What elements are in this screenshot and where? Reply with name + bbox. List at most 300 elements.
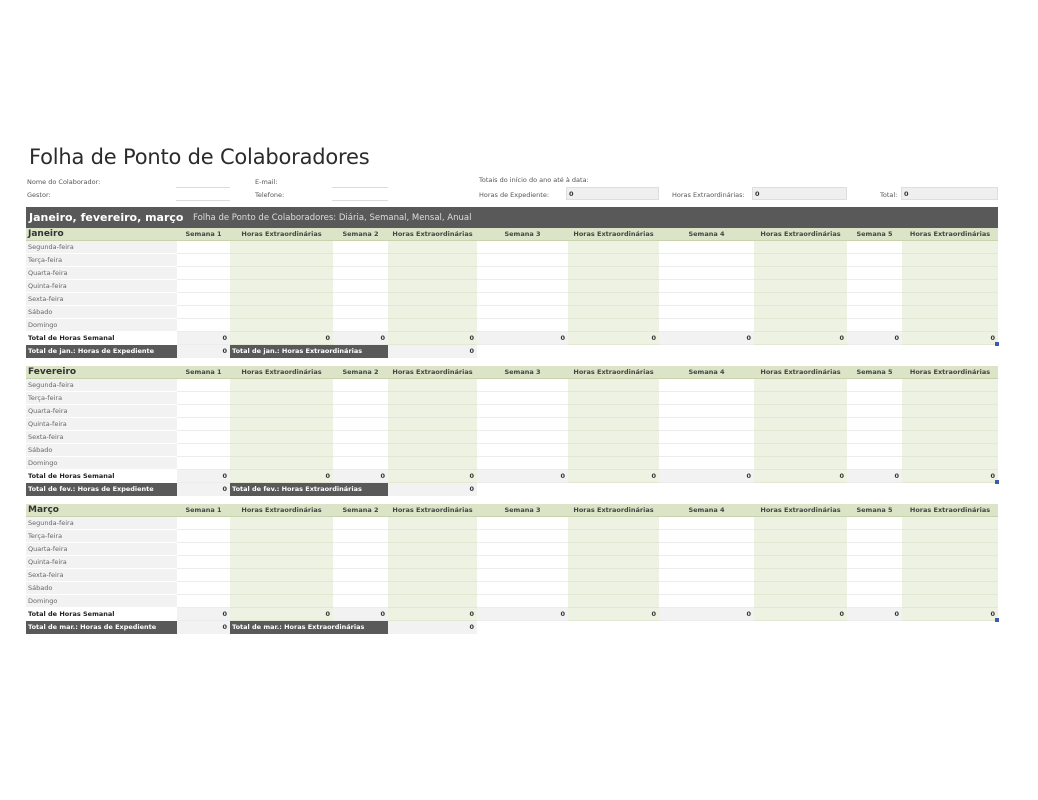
hours-input-cell[interactable] (847, 595, 902, 608)
column-header: Semana 4 (659, 228, 754, 241)
hours-input-cell[interactable] (177, 293, 230, 306)
hours-input-cell[interactable] (847, 569, 902, 582)
hours-input-cell[interactable] (388, 293, 477, 306)
hours-input-cell[interactable] (333, 379, 388, 392)
hours-input-cell[interactable] (754, 241, 847, 254)
hours-input-cell[interactable] (754, 254, 847, 267)
hours-input-cell[interactable] (568, 293, 659, 306)
weekly-total-value: 0 (388, 332, 477, 345)
hours-input-cell[interactable] (177, 254, 230, 267)
day-row (26, 431, 998, 444)
cell-fill-handle[interactable] (995, 342, 999, 346)
day-label: Domingo (26, 457, 177, 470)
weekly-total-value: 0 (388, 470, 477, 483)
hours-input-cell[interactable] (659, 517, 754, 530)
day-row (26, 517, 998, 530)
weekly-total-value: 0 (902, 608, 998, 621)
hours-input-cell[interactable] (568, 457, 659, 470)
weekly-total-value: 0 (754, 332, 847, 345)
hours-input-cell[interactable] (659, 379, 754, 392)
hours-input-cell[interactable] (177, 530, 230, 543)
column-header: Horas Extraordinárias (388, 504, 477, 517)
employee-name-label: Nome do Colaborador: (27, 178, 101, 186)
ytd-regular-value: 0 (566, 187, 659, 200)
hours-input-cell[interactable] (477, 267, 568, 280)
hours-input-cell[interactable] (388, 254, 477, 267)
hours-input-cell[interactable] (754, 457, 847, 470)
hours-input-cell[interactable] (847, 556, 902, 569)
hours-input-cell[interactable] (568, 405, 659, 418)
hours-input-cell[interactable] (333, 306, 388, 319)
hours-input-cell[interactable] (230, 392, 333, 405)
day-label: Quinta-feira (26, 280, 177, 293)
hours-input-cell[interactable] (847, 431, 902, 444)
day-label: Domingo (26, 319, 177, 332)
day-row (26, 241, 998, 254)
hours-input-cell[interactable] (230, 306, 333, 319)
hours-input-cell[interactable] (754, 379, 847, 392)
hours-input-cell[interactable] (477, 379, 568, 392)
hours-input-cell[interactable] (177, 280, 230, 293)
hours-input-cell[interactable] (659, 405, 754, 418)
hours-input-cell[interactable] (177, 392, 230, 405)
day-label: Terça-feira (26, 392, 177, 405)
hours-input-cell[interactable] (230, 582, 333, 595)
month-header-row (26, 228, 998, 241)
hours-input-cell[interactable] (902, 405, 998, 418)
hours-input-cell[interactable] (333, 556, 388, 569)
hours-input-cell[interactable] (902, 319, 998, 332)
hours-input-cell[interactable] (568, 569, 659, 582)
hours-input-cell[interactable] (477, 595, 568, 608)
hours-input-cell[interactable] (659, 319, 754, 332)
hours-input-cell[interactable] (477, 280, 568, 293)
hours-input-cell[interactable] (754, 405, 847, 418)
weekly-total-value: 0 (333, 470, 388, 483)
hours-input-cell[interactable] (388, 306, 477, 319)
cell-fill-handle[interactable] (995, 618, 999, 622)
hours-input-cell[interactable] (477, 405, 568, 418)
weekly-total-value: 0 (568, 332, 659, 345)
hours-input-cell[interactable] (847, 280, 902, 293)
hours-input-cell[interactable] (659, 582, 754, 595)
hours-input-cell[interactable] (477, 457, 568, 470)
hours-input-cell[interactable] (568, 517, 659, 530)
column-header: Horas Extraordinárias (388, 366, 477, 379)
hours-input-cell[interactable] (902, 392, 998, 405)
hours-input-cell[interactable] (388, 319, 477, 332)
column-header: Semana 2 (333, 228, 388, 241)
hours-input-cell[interactable] (177, 595, 230, 608)
hours-input-cell[interactable] (230, 267, 333, 280)
hours-input-cell[interactable] (847, 444, 902, 457)
hours-input-cell[interactable] (754, 543, 847, 556)
hours-input-cell[interactable] (902, 595, 998, 608)
hours-input-cell[interactable] (177, 444, 230, 457)
hours-input-cell[interactable] (477, 254, 568, 267)
hours-input-cell[interactable] (659, 293, 754, 306)
hours-input-cell[interactable] (902, 418, 998, 431)
hours-input-cell[interactable] (388, 595, 477, 608)
hours-input-cell[interactable] (477, 444, 568, 457)
phone-field[interactable] (332, 200, 388, 201)
weekly-total-value: 0 (333, 608, 388, 621)
overtime-total-label: Total de jan.: Horas Extraordinárias (230, 345, 388, 358)
hours-input-cell[interactable] (659, 457, 754, 470)
weekly-total-value: 0 (177, 470, 230, 483)
weekly-total-value: 0 (177, 608, 230, 621)
hours-input-cell[interactable] (847, 392, 902, 405)
day-row (26, 319, 998, 332)
month-header-row (26, 366, 998, 379)
hours-input-cell[interactable] (230, 444, 333, 457)
hours-input-cell[interactable] (754, 530, 847, 543)
hours-input-cell[interactable] (333, 293, 388, 306)
hours-input-cell[interactable] (568, 254, 659, 267)
hours-input-cell[interactable] (754, 431, 847, 444)
hours-input-cell[interactable] (388, 418, 477, 431)
month-name: Março (26, 504, 177, 517)
hours-input-cell[interactable] (902, 556, 998, 569)
weekly-total-value: 0 (477, 470, 568, 483)
hours-input-cell[interactable] (659, 241, 754, 254)
hours-input-cell[interactable] (230, 595, 333, 608)
column-header: Semana 5 (847, 228, 902, 241)
weekly-total-value: 0 (754, 608, 847, 621)
hours-input-cell[interactable] (847, 517, 902, 530)
hours-input-cell[interactable] (659, 431, 754, 444)
hours-input-cell[interactable] (754, 569, 847, 582)
hours-input-cell[interactable] (388, 517, 477, 530)
hours-input-cell[interactable] (333, 543, 388, 556)
hours-input-cell[interactable] (477, 556, 568, 569)
hours-input-cell[interactable] (177, 582, 230, 595)
hours-input-cell[interactable] (333, 241, 388, 254)
column-header: Semana 1 (177, 228, 230, 241)
hours-input-cell[interactable] (477, 293, 568, 306)
hours-input-cell[interactable] (659, 280, 754, 293)
hours-input-cell[interactable] (333, 319, 388, 332)
hours-input-cell[interactable] (847, 267, 902, 280)
hours-input-cell[interactable] (568, 392, 659, 405)
hours-input-cell[interactable] (333, 392, 388, 405)
hours-input-cell[interactable] (477, 306, 568, 319)
hours-input-cell[interactable] (754, 582, 847, 595)
hours-input-cell[interactable] (902, 517, 998, 530)
day-row (26, 582, 998, 595)
hours-input-cell[interactable] (477, 582, 568, 595)
hours-input-cell[interactable] (230, 241, 333, 254)
hours-input-cell[interactable] (477, 517, 568, 530)
hours-input-cell[interactable] (902, 241, 998, 254)
hours-input-cell[interactable] (230, 543, 333, 556)
hours-input-cell[interactable] (177, 418, 230, 431)
hours-input-cell[interactable] (230, 530, 333, 543)
hours-input-cell[interactable] (177, 517, 230, 530)
hours-input-cell[interactable] (477, 241, 568, 254)
hours-input-cell[interactable] (388, 405, 477, 418)
hours-input-cell[interactable] (568, 543, 659, 556)
hours-input-cell[interactable] (568, 431, 659, 444)
ytd-total-value: 0 (901, 187, 998, 200)
hours-input-cell[interactable] (902, 530, 998, 543)
hours-input-cell[interactable] (177, 405, 230, 418)
weekly-total-value: 0 (388, 608, 477, 621)
hours-input-cell[interactable] (902, 306, 998, 319)
hours-input-cell[interactable] (902, 444, 998, 457)
hours-input-cell[interactable] (230, 569, 333, 582)
day-label: Sexta-feira (26, 569, 177, 582)
hours-input-cell[interactable] (333, 254, 388, 267)
hours-input-cell[interactable] (388, 379, 477, 392)
hours-input-cell[interactable] (177, 319, 230, 332)
hours-input-cell[interactable] (388, 569, 477, 582)
hours-input-cell[interactable] (177, 543, 230, 556)
hours-input-cell[interactable] (230, 431, 333, 444)
column-header: Semana 3 (477, 504, 568, 517)
employee-name-field[interactable] (176, 187, 230, 188)
month-name: Fevereiro (26, 366, 177, 379)
hours-input-cell[interactable] (847, 582, 902, 595)
hours-input-cell[interactable] (388, 392, 477, 405)
hours-input-cell[interactable] (230, 319, 333, 332)
hours-input-cell[interactable] (477, 569, 568, 582)
hours-input-cell[interactable] (388, 556, 477, 569)
hours-input-cell[interactable] (568, 530, 659, 543)
hours-input-cell[interactable] (230, 280, 333, 293)
hours-input-cell[interactable] (230, 457, 333, 470)
hours-input-cell[interactable] (568, 306, 659, 319)
hours-input-cell[interactable] (568, 280, 659, 293)
column-header: Semana 1 (177, 366, 230, 379)
hours-input-cell[interactable] (333, 444, 388, 457)
hours-input-cell[interactable] (177, 379, 230, 392)
hours-input-cell[interactable] (659, 254, 754, 267)
weekly-total-label: Total de Horas Semanal (26, 608, 177, 621)
weekly-total-row (26, 332, 998, 345)
hours-input-cell[interactable] (333, 280, 388, 293)
hours-input-cell[interactable] (659, 543, 754, 556)
hours-input-cell[interactable] (568, 444, 659, 457)
hours-input-cell[interactable] (568, 379, 659, 392)
hours-input-cell[interactable] (568, 556, 659, 569)
hours-input-cell[interactable] (902, 280, 998, 293)
hours-input-cell[interactable] (333, 595, 388, 608)
hours-input-cell[interactable] (177, 431, 230, 444)
hours-input-cell[interactable] (847, 241, 902, 254)
hours-input-cell[interactable] (847, 379, 902, 392)
month-header-row (26, 504, 998, 517)
weekly-total-value: 0 (477, 332, 568, 345)
hours-input-cell[interactable] (754, 444, 847, 457)
hours-input-cell[interactable] (333, 405, 388, 418)
column-header: Horas Extraordinárias (902, 366, 998, 379)
column-header: Horas Extraordinárias (568, 366, 659, 379)
overtime-total-value: 0 (388, 621, 477, 634)
day-row (26, 543, 998, 556)
hours-input-cell[interactable] (388, 582, 477, 595)
regular-total-label: Total de fev.: Horas de Expediente (26, 483, 177, 496)
day-label: Terça-feira (26, 254, 177, 267)
hours-input-cell[interactable] (754, 267, 847, 280)
weekly-total-label: Total de Horas Semanal (26, 470, 177, 483)
hours-input-cell[interactable] (477, 530, 568, 543)
ytd-overtime-value: 0 (752, 187, 847, 200)
day-label: Segunda-feira (26, 379, 177, 392)
hours-input-cell[interactable] (333, 582, 388, 595)
cell-fill-handle[interactable] (995, 480, 999, 484)
month-name: Janeiro (26, 228, 177, 241)
hours-input-cell[interactable] (659, 556, 754, 569)
hours-input-cell[interactable] (659, 418, 754, 431)
phone-label: Telefone: (255, 191, 285, 199)
hours-input-cell[interactable] (333, 530, 388, 543)
day-row (26, 306, 998, 319)
hours-input-cell[interactable] (388, 267, 477, 280)
column-header: Semana 4 (659, 504, 754, 517)
hours-input-cell[interactable] (568, 418, 659, 431)
day-label: Domingo (26, 595, 177, 608)
column-header: Horas Extraordinárias (902, 504, 998, 517)
hours-input-cell[interactable] (568, 241, 659, 254)
weekly-total-value: 0 (659, 608, 754, 621)
hours-input-cell[interactable] (902, 582, 998, 595)
hours-input-cell[interactable] (477, 543, 568, 556)
hours-input-cell[interactable] (230, 405, 333, 418)
column-header: Horas Extraordinárias (754, 504, 847, 517)
day-label: Terça-feira (26, 530, 177, 543)
hours-input-cell[interactable] (477, 392, 568, 405)
hours-input-cell[interactable] (754, 280, 847, 293)
hours-input-cell[interactable] (847, 457, 902, 470)
day-row (26, 595, 998, 608)
hours-input-cell[interactable] (847, 293, 902, 306)
hours-input-cell[interactable] (659, 267, 754, 280)
hours-input-cell[interactable] (847, 418, 902, 431)
column-header: Semana 3 (477, 228, 568, 241)
hours-input-cell[interactable] (177, 306, 230, 319)
hours-input-cell[interactable] (659, 306, 754, 319)
hours-input-cell[interactable] (847, 543, 902, 556)
day-row (26, 254, 998, 267)
hours-input-cell[interactable] (177, 267, 230, 280)
hours-input-cell[interactable] (333, 517, 388, 530)
hours-input-cell[interactable] (754, 392, 847, 405)
hours-input-cell[interactable] (902, 431, 998, 444)
hours-input-cell[interactable] (902, 379, 998, 392)
weekly-total-value: 0 (847, 332, 902, 345)
day-label: Sábado (26, 444, 177, 457)
weekly-total-value: 0 (902, 332, 998, 345)
ytd-heading: Totais do início do ano até à data: (479, 176, 589, 184)
day-label: Quarta-feira (26, 543, 177, 556)
hours-input-cell[interactable] (902, 569, 998, 582)
hours-input-cell[interactable] (333, 569, 388, 582)
hours-input-cell[interactable] (754, 293, 847, 306)
hours-input-cell[interactable] (659, 530, 754, 543)
hours-input-cell[interactable] (177, 556, 230, 569)
page-title: Folha de Ponto de Colaboradores (29, 145, 370, 169)
overtime-total-value: 0 (388, 345, 477, 358)
hours-input-cell[interactable] (847, 306, 902, 319)
hours-input-cell[interactable] (847, 254, 902, 267)
day-label: Quarta-feira (26, 267, 177, 280)
ytd-regular-label: Horas de Expediente: (479, 191, 550, 199)
hours-input-cell[interactable] (230, 379, 333, 392)
day-label: Sexta-feira (26, 431, 177, 444)
hours-input-cell[interactable] (754, 306, 847, 319)
monthly-total-row (26, 345, 998, 358)
hours-input-cell[interactable] (847, 405, 902, 418)
hours-input-cell[interactable] (388, 444, 477, 457)
hours-input-cell[interactable] (388, 280, 477, 293)
hours-input-cell[interactable] (230, 418, 333, 431)
hours-input-cell[interactable] (902, 267, 998, 280)
hours-input-cell[interactable] (754, 319, 847, 332)
hours-input-cell[interactable] (333, 457, 388, 470)
hours-input-cell[interactable] (754, 556, 847, 569)
hours-input-cell[interactable] (477, 319, 568, 332)
day-row (26, 556, 998, 569)
hours-input-cell[interactable] (754, 595, 847, 608)
email-field[interactable] (332, 187, 388, 188)
hours-input-cell[interactable] (847, 530, 902, 543)
hours-input-cell[interactable] (177, 241, 230, 254)
hours-input-cell[interactable] (568, 582, 659, 595)
hours-input-cell[interactable] (388, 543, 477, 556)
hours-input-cell[interactable] (477, 418, 568, 431)
hours-input-cell[interactable] (659, 444, 754, 457)
hours-input-cell[interactable] (177, 457, 230, 470)
hours-input-cell[interactable] (230, 293, 333, 306)
column-header: Horas Extraordinárias (230, 366, 333, 379)
hours-input-cell[interactable] (388, 530, 477, 543)
hours-input-cell[interactable] (902, 254, 998, 267)
hours-input-cell[interactable] (659, 392, 754, 405)
hours-input-cell[interactable] (177, 569, 230, 582)
hours-input-cell[interactable] (388, 457, 477, 470)
hours-input-cell[interactable] (477, 431, 568, 444)
hours-input-cell[interactable] (568, 267, 659, 280)
hours-input-cell[interactable] (902, 293, 998, 306)
hours-input-cell[interactable] (333, 418, 388, 431)
hours-input-cell[interactable] (230, 517, 333, 530)
hours-input-cell[interactable] (659, 569, 754, 582)
weekly-total-value: 0 (847, 470, 902, 483)
hours-input-cell[interactable] (230, 254, 333, 267)
hours-input-cell[interactable] (388, 241, 477, 254)
hours-input-cell[interactable] (388, 431, 477, 444)
hours-input-cell[interactable] (659, 595, 754, 608)
hours-input-cell[interactable] (754, 517, 847, 530)
hours-input-cell[interactable] (230, 556, 333, 569)
column-header: Semana 2 (333, 366, 388, 379)
weekly-total-label: Total de Horas Semanal (26, 332, 177, 345)
hours-input-cell[interactable] (568, 595, 659, 608)
email-label: E-mail: (255, 178, 278, 186)
hours-input-cell[interactable] (333, 267, 388, 280)
hours-input-cell[interactable] (333, 431, 388, 444)
overtime-total-label: Total de mar.: Horas Extraordinárias (230, 621, 388, 634)
hours-input-cell[interactable] (902, 543, 998, 556)
hours-input-cell[interactable] (754, 418, 847, 431)
weekly-total-value: 0 (230, 470, 333, 483)
column-header: Horas Extraordinárias (568, 504, 659, 517)
hours-input-cell[interactable] (847, 319, 902, 332)
manager-field[interactable] (176, 200, 230, 201)
hours-input-cell[interactable] (568, 319, 659, 332)
hours-input-cell[interactable] (902, 457, 998, 470)
